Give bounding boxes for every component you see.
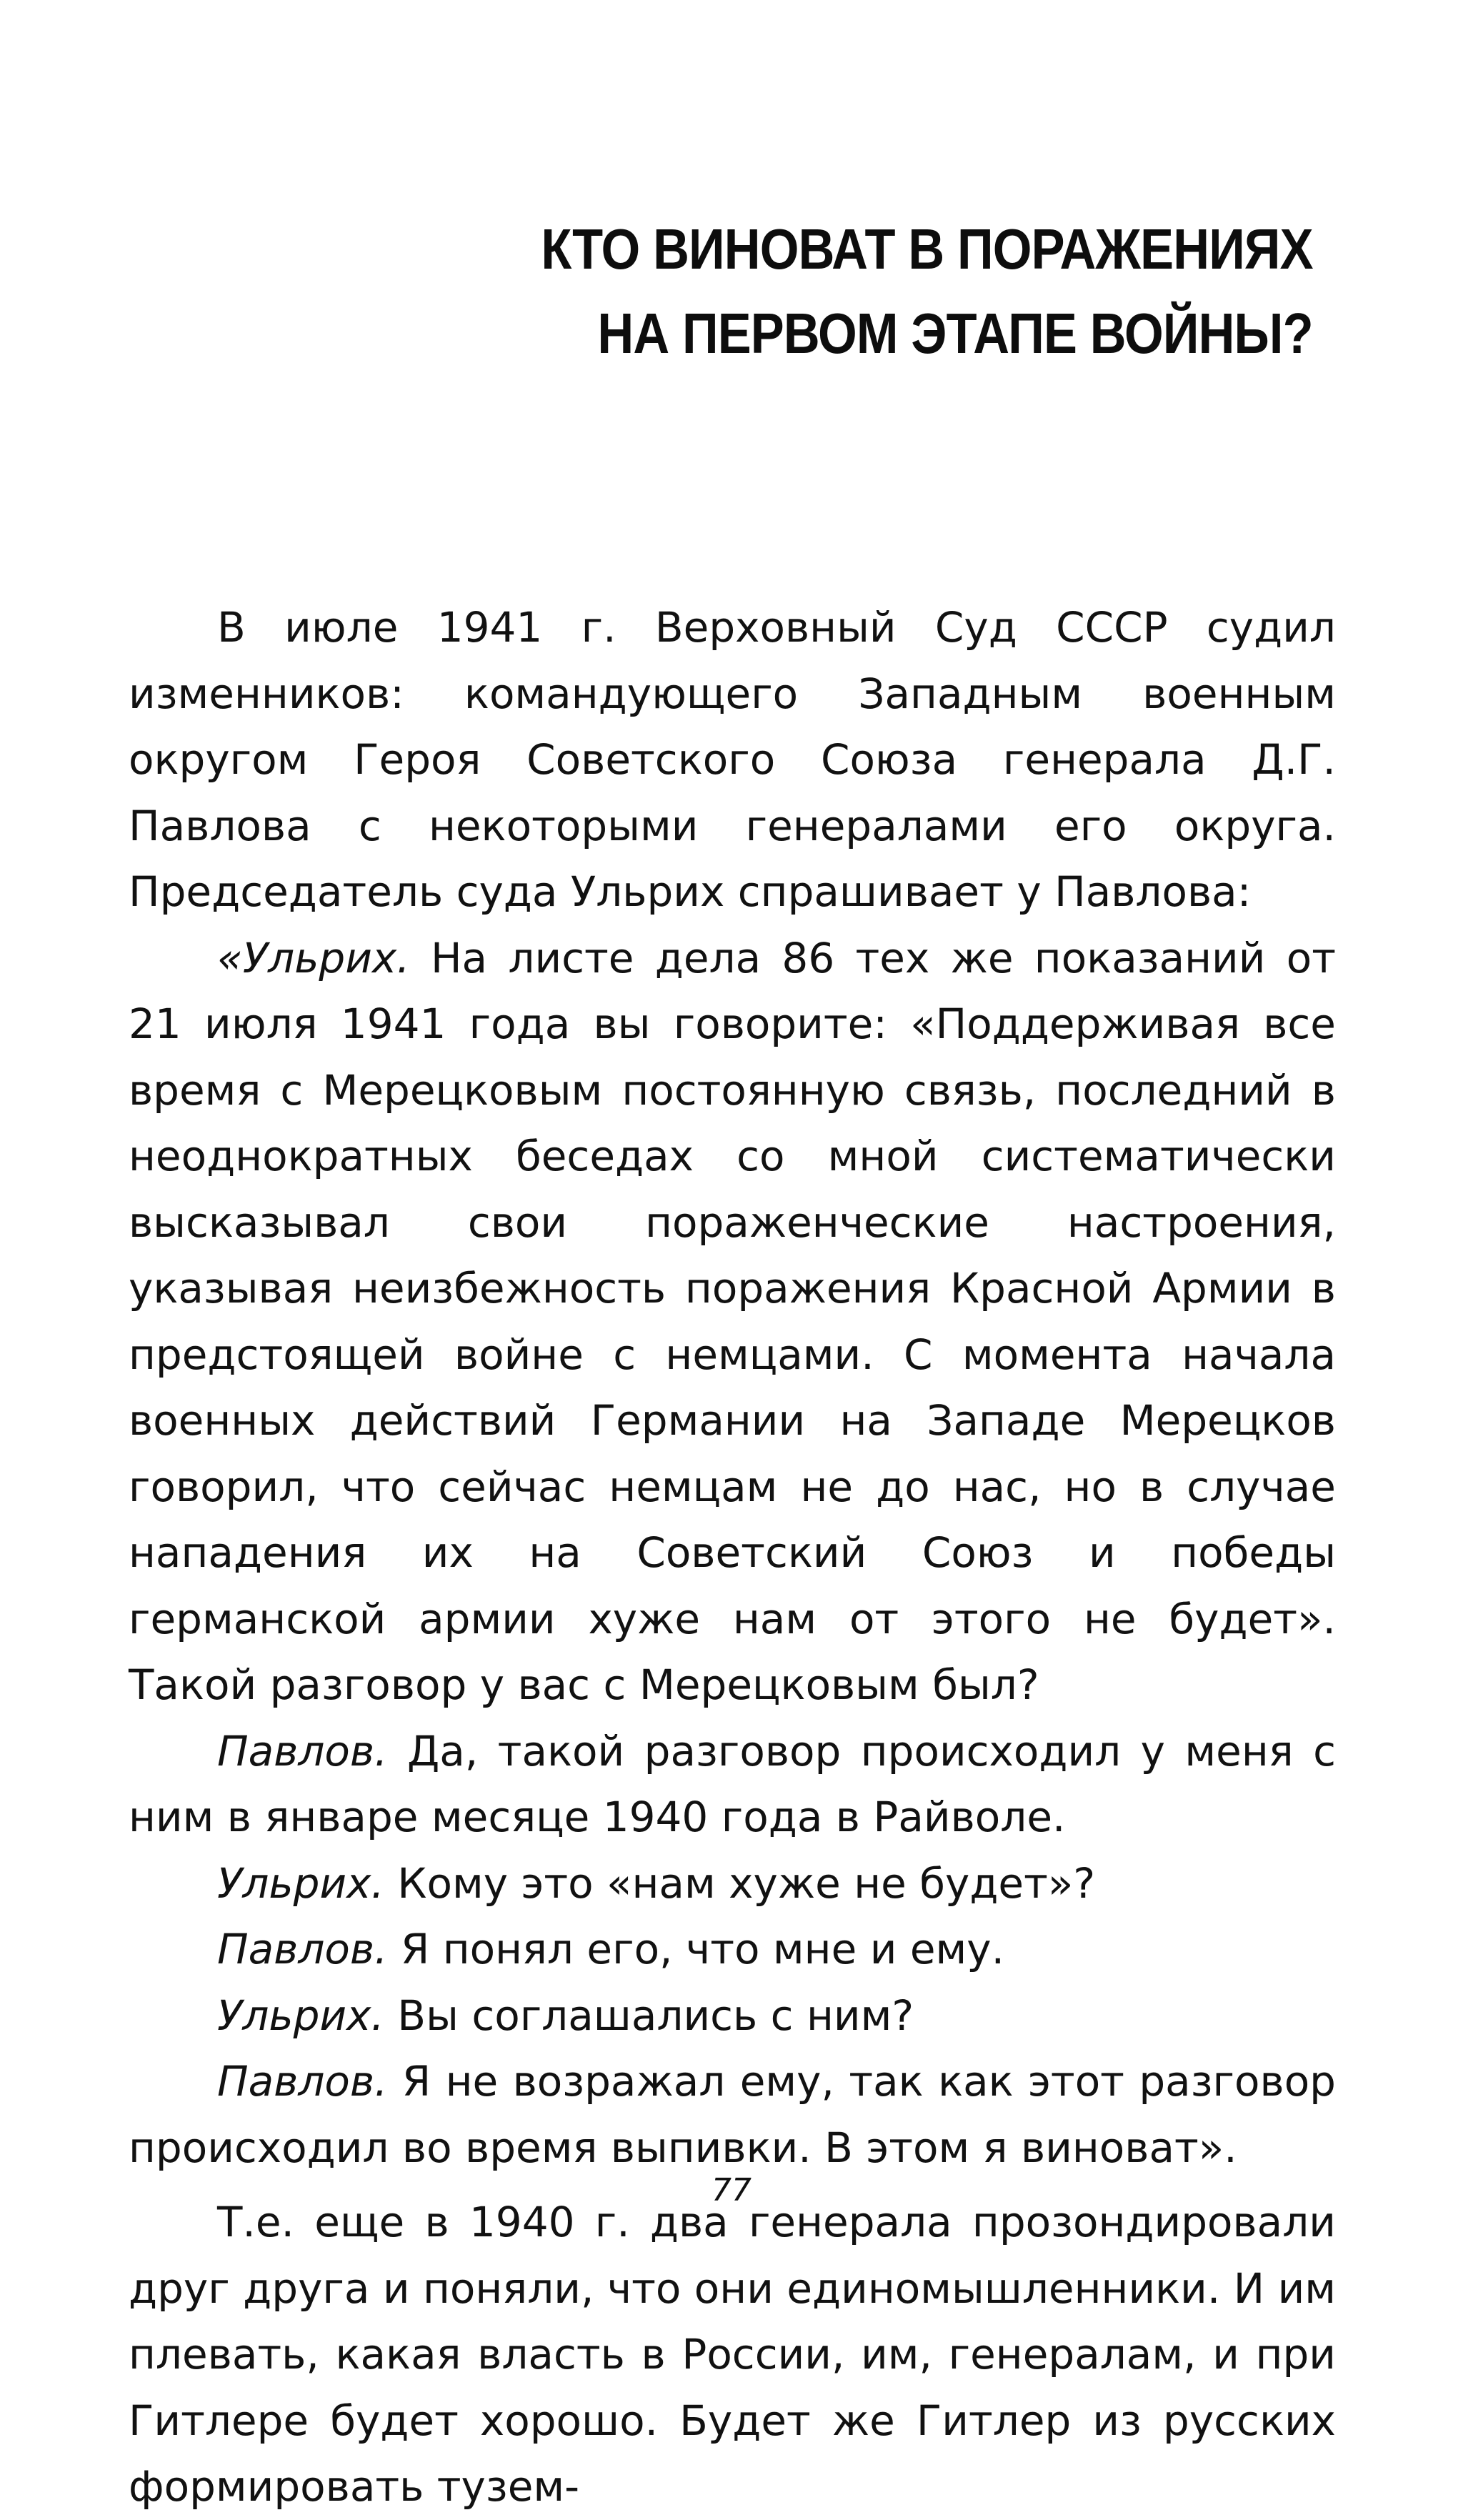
chapter-heading-line-1: КТО ВИНОВАТ В ПОРАЖЕНИЯХ	[541, 217, 1313, 281]
speaker-name: Ульрих.	[217, 1991, 384, 2040]
chapter-heading	[541, 207, 1313, 376]
paragraph-8	[129, 2189, 1336, 2520]
paragraph-1	[129, 594, 1336, 925]
speaker-name: Павлов.	[217, 1726, 388, 1776]
paragraph-text: Кому это «нам хуже не будет»?	[384, 1858, 1096, 1908]
paragraph-text: Да, такой разговор происходил у меня с ним в январе месяце 1940 года в Райволе.	[129, 1726, 1336, 1841]
page-number: 77	[711, 2172, 752, 2208]
paragraph-4	[129, 1851, 1336, 1917]
chapter-heading-line-2: НА ПЕРВОМ ЭТАПЕ ВОЙНЫ?	[597, 302, 1313, 365]
paragraph-3	[129, 1718, 1336, 1851]
speaker-name: Ульрих.	[217, 1858, 384, 1908]
paragraph-6	[129, 1983, 1336, 2049]
paragraph-text: В июле 1941 г. Верховный Суд СССР судил изменников: командующего Западным военным округом Героя Советского Союза генерала Д.Г. Павлова с некоторыми генералами его округа. Председатель суда Ульрих спрашивает у Павлова:	[129, 603, 1336, 916]
paragraph-7	[129, 2048, 1336, 2181]
speaker-name: Павлов.	[217, 1925, 388, 1973]
speaker-name: «Ульрих.	[217, 933, 410, 982]
paragraph-text: Вы соглашались с ним?	[384, 1991, 914, 2040]
paragraph-2	[129, 925, 1336, 1718]
paragraph-text: Я понял его, что мне и ему.	[387, 1925, 1005, 1973]
paragraph-text: Т.е. еще в 1940 г. два генерала прозондировали друг друга и поняли, что они единомышленники. И им плевать, какая власть в России, им, генералам, и при Гитлере будет хорошо. Будет же Гитлер из русских формировать тузем-	[129, 2198, 1337, 2511]
paragraph-text: Я не возражал ему, так как этот разговор происходил во время выпивки. В этом я виноват».	[129, 2057, 1336, 2172]
paragraph-5	[129, 1916, 1336, 1983]
paragraph-text: На листе дела 86 тех же показаний от 21 июля 1941 года вы говорите: «Поддерживая все время с Мерецковым постоянную связь, последний в неоднократных беседах со мной систематически высказывал свои пораженческие настроения, указывая неизбежность поражения Красной Армии в предстоящей войне с немцами. С момента начала военных действий Германии на Западе Мерецков говорил, что сейчас немцам не до нас, но в случае нападения их на Советский Союз и победы германской армии хуже нам от этого не будет». Такой разговор у вас с Мерецковым был?	[129, 933, 1336, 1709]
speaker-name: Павлов.	[217, 2057, 388, 2106]
body-text	[129, 594, 1336, 2520]
